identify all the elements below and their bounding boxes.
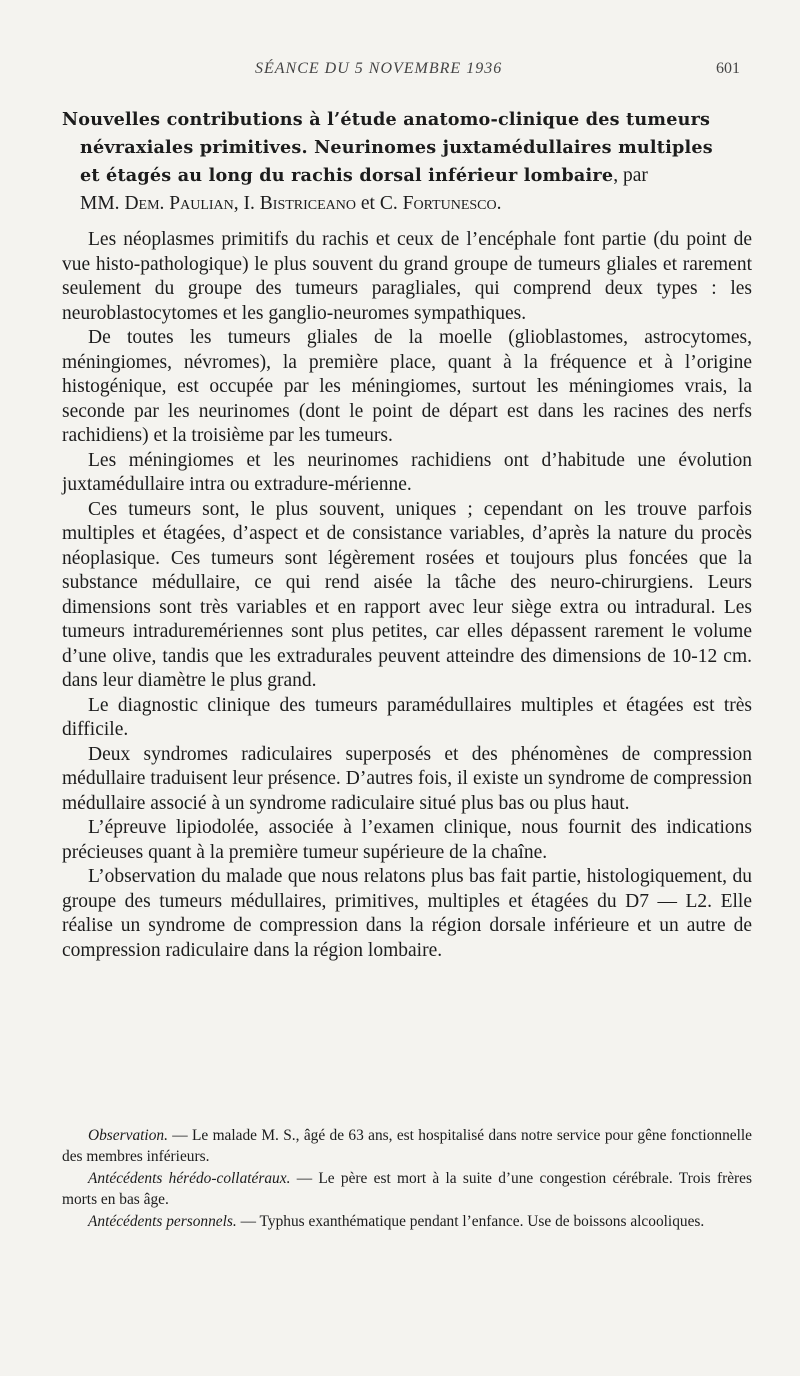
paragraph: Le diagnostic clinique des tumeurs paramédullaires multiples et étagées est très difficile. (62, 694, 752, 740)
observation-notes (62, 1126, 752, 1235)
note-hereditary-history (62, 1169, 752, 1210)
page-number: 601 (716, 60, 740, 77)
note-label: Antécédents personnels. (88, 1213, 237, 1231)
authors-end: . (496, 193, 502, 214)
note-label: Observation. (88, 1127, 168, 1144)
paragraph: L’observation du malade que nous relatons plus bas fait partie, histologiquement, du groupe des tumeurs médullaires, primitives, multiples et étagées du D7 — L2. Elle réalise un syndrome de compression dans la région dorsale inférieure et un autre de compression radiculaire dans la région lombaire. (62, 866, 752, 961)
author-fortunesco: Fortunesco (402, 193, 497, 214)
paragraph: Deux syndromes radiculaires superposés et des phénomènes de compression médullaire traduisent leur présence. D’autres fois, il existe un syndrome de compression médullaire associé à un syndrome radiculaire situé plus bas ou plus haut. (62, 743, 752, 814)
paragraph: L’épreuve lipiodolée, associée à l’examen clinique, nous fournit des indications précieuses quant à la première tumeur supérieure de la chaîne. (62, 817, 752, 863)
note-observation (62, 1126, 752, 1167)
authors-sep-1: , I. (233, 193, 260, 214)
authors-line (62, 190, 752, 218)
paragraph: De toutes les tumeurs gliales de la moelle (glioblastomes, astrocytomes, méningiomes, névromes), la première place, quant à la fréquence et à l’origine histogénique, est occupée par les méningiomes, surtout les méningiomes vrais, la seconde par les neurinomes (dont le point de départ est dans les racines des nerfs rachidiens) et la troisième par les tumeurs. (62, 327, 752, 446)
note-text: — Le père est mort à la suite d’une congestion cérébrale. Trois frères morts en bas âge. (62, 1170, 752, 1208)
article-body (62, 228, 752, 963)
article-title (62, 106, 752, 218)
paragraph: Les néoplasmes primitifs du rachis et ceux de l’encéphale font partie (du point de vue histo-pathologique) le plus souvent du grand groupe de tumeurs gliales et rarement seulement du groupe des tumeurs paragliales, qui comprend deux types : les neuroblastocytomes et les ganglio-neuromes sympathiques. (62, 229, 752, 324)
running-title: SÉANCE DU 5 NOVEMBRE 1936 (255, 60, 503, 77)
title-line-1: Nouvelles contributions à l’étude anatomo-clinique des tumeurs (62, 109, 711, 130)
author-bistriceano: Bistriceano (259, 193, 357, 214)
title-line-2: névraxiales primitives. Neurinomes juxtamédullaires multiples (80, 137, 713, 158)
note-personal-history (62, 1212, 752, 1233)
title-line-3-tail: , par (613, 165, 648, 186)
authors-sep-2: et C. (356, 193, 403, 214)
author-paulian: Dem. Paulian (124, 193, 234, 214)
authors-prefix: MM. (80, 193, 125, 214)
note-text: — Typhus exanthématique pendant l’enfance. Use de boissons alcooliques. (236, 1213, 705, 1231)
note-text: — Le malade M. S., âgé de 63 ans, est hospitalisé dans notre service pour gêne fonctionnelle des membres inférieurs. (62, 1127, 752, 1165)
note-label: Antécédents hérédo-collatéraux. (88, 1170, 291, 1188)
paragraph: Ces tumeurs sont, le plus souvent, uniques ; cependant on les trouve parfois multiples et étagées, d’aspect et de consistance variables, d’après la nature du procès néoplasique. Ces tumeurs sont légèrement rosées et toujours plus foncées que la substance médullaire, ce qui rend aisée la tâche des neuro-chirurgiens. Leurs dimensions sont très variables et en rapport avec leur siège extra ou intradural. Les tumeurs intraduremériennes sont plus petites, car elles dépassent rarement le volume d’une olive, tandis que les extradurales peuvent atteindre des dimensions de 10-12 cm. dans leur diamètre le plus grand. (62, 498, 752, 691)
running-header (255, 60, 740, 78)
paragraph: Les méningiomes et les neurinomes rachidiens ont d’habitude une évolution juxtamédullaire intra ou extradure-mérienne. (62, 449, 752, 495)
title-line-3: et étagés au long du rachis dorsal inférieur lombaire (80, 165, 614, 186)
